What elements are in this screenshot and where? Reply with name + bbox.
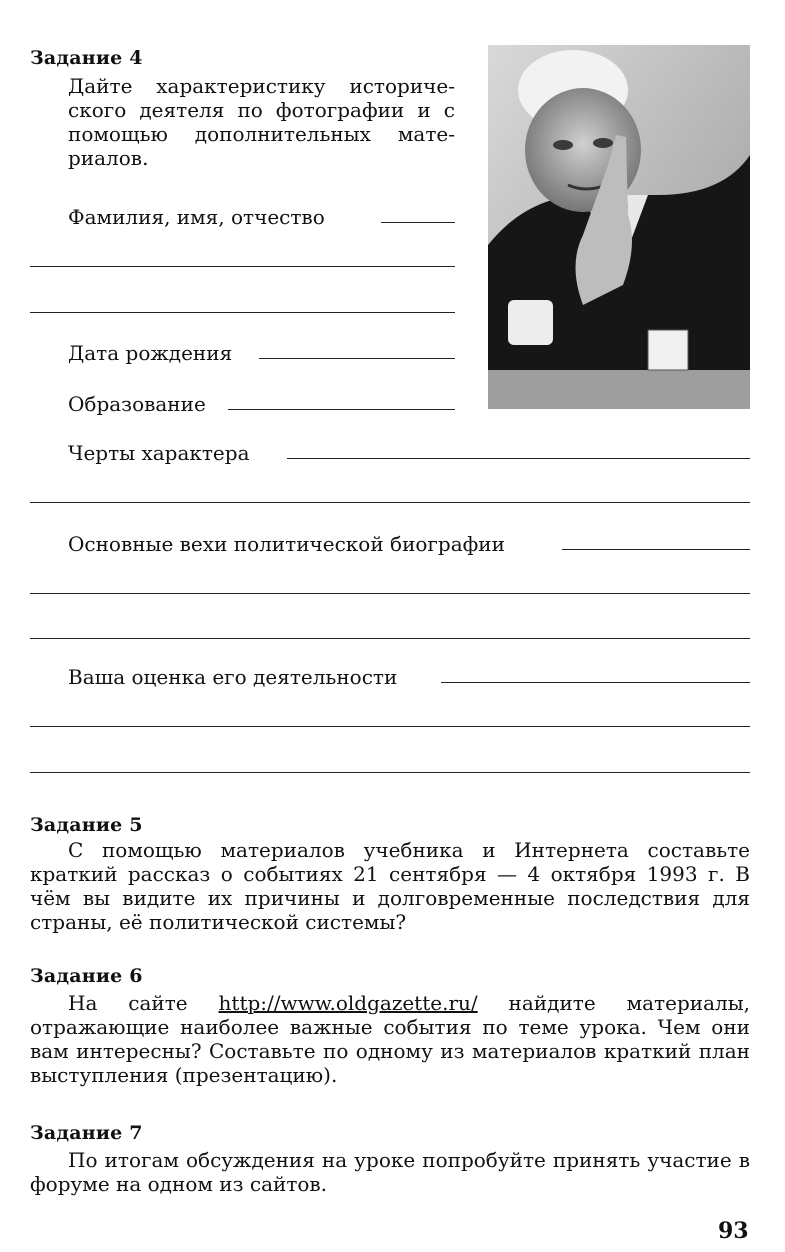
field-traits-line[interactable] xyxy=(287,458,750,459)
task6-text-after: найдите материалы, отражающие наиболее важные события по теме урока. Чем они вам интересны? Составьте по одному из материалов краткий план выступления (презентацию). xyxy=(30,991,750,1087)
field-education-line[interactable] xyxy=(228,409,455,410)
portrait-photo-icon xyxy=(488,45,750,409)
task5-title: Задание 5 xyxy=(30,814,143,836)
field-fio-label: Фамилия, имя, отчество xyxy=(68,205,325,229)
field-fio-line-2[interactable] xyxy=(30,266,455,267)
task6-text xyxy=(30,991,750,1087)
field-education-label: Образование xyxy=(68,392,206,416)
field-evaluation-line[interactable] xyxy=(441,682,750,683)
task4-text: Дайте характеристику исторического деятеля по фотографии и с помощью дополнительных материалов. xyxy=(68,74,455,170)
field-traits-line-2[interactable] xyxy=(30,502,750,503)
field-milestones-line[interactable] xyxy=(562,549,750,550)
field-traits-label: Черты характера xyxy=(68,441,250,465)
field-evaluation-line-2[interactable] xyxy=(30,726,750,727)
field-milestones-line-3[interactable] xyxy=(30,638,750,639)
field-evaluation-label: Ваша оценка его деятельности xyxy=(68,665,398,689)
field-fio-line[interactable] xyxy=(381,222,455,223)
task6-text-before: На сайте xyxy=(68,991,219,1015)
page-number: 93 xyxy=(718,1218,749,1244)
oldgazette-link[interactable]: http://www.oldgazette.ru/ xyxy=(218,991,478,1015)
field-milestones-line-2[interactable] xyxy=(30,593,750,594)
portrait-photo xyxy=(488,45,750,409)
task7-title: Задание 7 xyxy=(30,1122,143,1144)
field-birth-line[interactable] xyxy=(259,358,455,359)
field-birth-label: Дата рождения xyxy=(68,341,233,365)
task5-text: С помощью материалов учебника и Интернета составьте краткий рассказ о событиях 21 сентября — 4 октября 1993 г. В чём вы видите их причины и долговременные последствия для страны, её политической системы? xyxy=(30,838,750,934)
field-evaluation-line-3[interactable] xyxy=(30,772,750,773)
task6-title: Задание 6 xyxy=(30,965,143,987)
field-fio-line-3[interactable] xyxy=(30,312,455,313)
field-milestones-label: Основные вехи политической биографии xyxy=(68,532,505,556)
task7-text: По итогам обсуждения на уроке попробуйте принять участие в форуме на одном из сайтов. xyxy=(30,1148,750,1196)
task4-title: Задание 4 xyxy=(30,47,143,69)
